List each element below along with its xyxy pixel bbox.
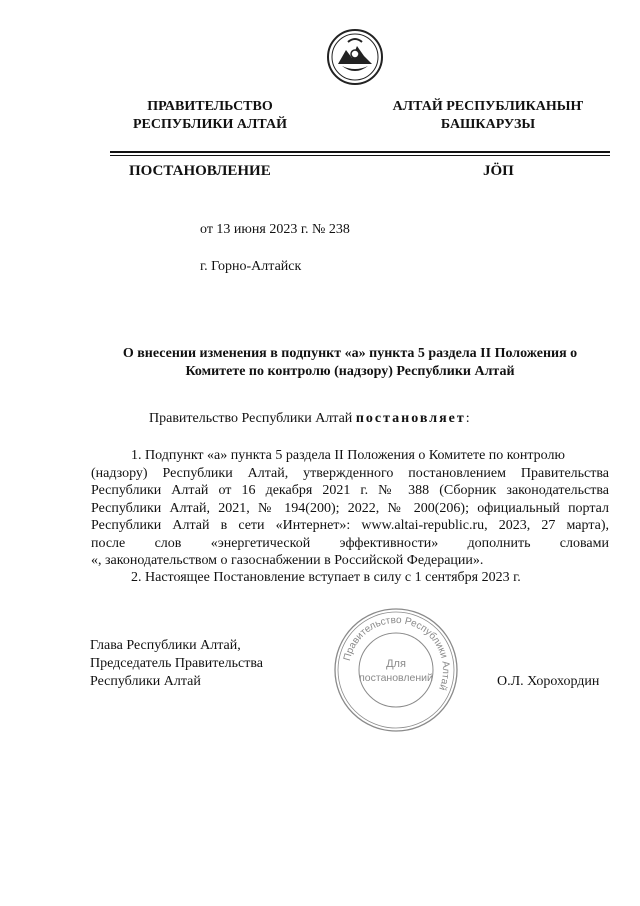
subject-line2: Комитете по контролю (надзору) Республики Алтай	[185, 364, 515, 379]
item-1-line1: 1. Подпункт «а» пункта 5 раздела II Положения о Комитете по контролю	[131, 448, 565, 463]
item-1-word: слов	[154, 535, 182, 551]
signatory-title	[90, 637, 280, 691]
signatory-title-line2: Председатель Правительства	[90, 656, 263, 671]
doc-type-left: ПОСТАНОВЛЕНИЕ	[129, 163, 271, 179]
header-left-line1: ПРАВИТЕЛЬСТВО	[147, 99, 273, 114]
item-1-word: дополнить	[467, 535, 531, 551]
item-2: 2. Настоящее Постановление вступает в силу с 1 сентября 2023 г.	[131, 570, 521, 585]
item-1-line6	[91, 535, 609, 553]
item-1-word: эффективности»	[339, 535, 439, 551]
subject	[60, 345, 640, 381]
header-divider-thin	[110, 155, 610, 156]
item-1-word: «энергетической	[210, 535, 311, 551]
header-right-line1: АЛТАЙ РЕСПУБЛИКАНЫҤ	[392, 99, 584, 114]
doc-type-right: JÖП	[483, 163, 514, 179]
subject-line1: О внесении изменения в подпункт «а» пункта 5 раздела II Положения о	[122, 346, 578, 361]
item-1-line7: «, законодательством о газоснабжении в Российской Федерации».	[91, 553, 484, 568]
intro	[149, 410, 609, 428]
item-1-word: после	[91, 535, 126, 551]
stamp-center-line1: Для	[386, 658, 406, 670]
item-1-word: словами	[559, 535, 609, 551]
header-right	[378, 98, 598, 134]
item-1-line3: Республики Алтай от 16 декабря 2021 г. № 388 (Сборник законодательства	[91, 483, 609, 498]
header-divider-thick	[110, 151, 610, 153]
intro-colon: :	[465, 411, 470, 426]
header-right-line2: БАШКАРУЗЫ	[440, 117, 536, 132]
emblem	[326, 28, 384, 86]
intro-spaced-word: постановляет	[355, 411, 466, 426]
header-left-line2: РЕСПУБЛИКИ АЛТАЙ	[132, 117, 288, 132]
item-1-line5: Республики Алтай в сети «Интернет»: www.altai-republic.ru, 2023, 27 марта),	[91, 518, 609, 533]
signatory-title-line3: Республики Алтай	[90, 674, 201, 689]
signatory-name: О.Л. Хорохордин	[497, 674, 600, 689]
header-left	[110, 98, 310, 134]
item-1-line2: (надзору) Республики Алтай, утвержденного постановлением Правительства	[91, 465, 609, 481]
official-stamp	[332, 606, 460, 734]
date-line: от 13 июня 2023 г. № 238	[200, 222, 350, 237]
item-1	[91, 447, 609, 570]
stamp-center-line2: постановлений	[359, 672, 433, 684]
stamp-seal	[332, 606, 460, 734]
stamp-ring-text: Правительство Республики Алтай	[341, 614, 452, 692]
intro-text: Правительство Республики Алтай	[149, 411, 356, 426]
city: г. Горно-Алтайск	[200, 259, 302, 274]
item-1-line4: Республики Алтай, 2021, № 194(200); 2022, № 200(206); официальный портал	[91, 500, 609, 516]
signatory-title-line1: Глава Республики Алтай,	[90, 638, 241, 653]
altai-coat-of-arms-icon	[326, 28, 384, 86]
